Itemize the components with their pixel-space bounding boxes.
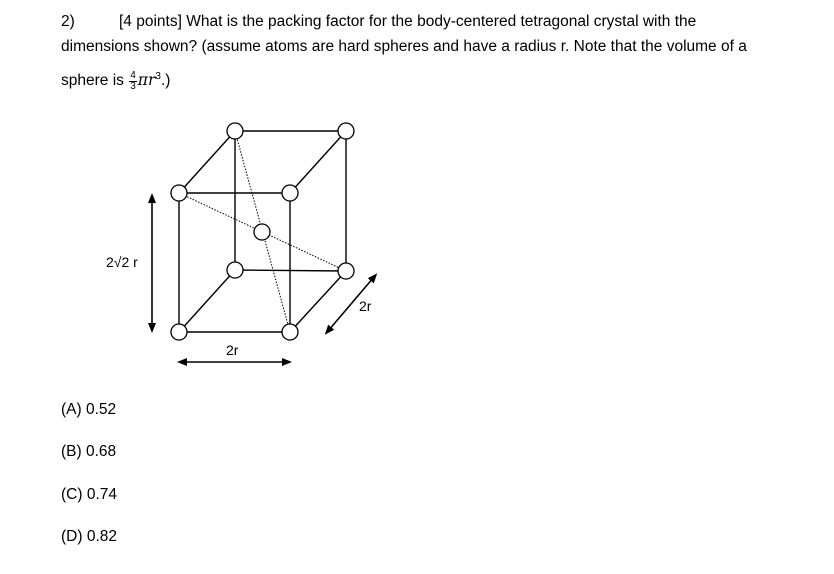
atom-back-top-right <box>338 123 354 139</box>
fraction-denominator: 3 <box>130 80 136 92</box>
atom-front-top-right <box>282 185 298 201</box>
atom-front-bottom-right <box>282 324 298 340</box>
question-number: 2) <box>61 13 75 30</box>
atom-back-top-left <box>227 123 243 139</box>
pi-r-symbol: πr <box>137 71 156 90</box>
height-label: 2√2 r <box>106 254 138 270</box>
choice-a: (A) 0.52 <box>61 401 117 418</box>
choice-b: (B) 0.68 <box>61 443 117 460</box>
choice-c: (C) 0.74 <box>61 486 117 503</box>
depth-label: 2r <box>359 298 372 314</box>
width-label: 2r <box>226 342 239 358</box>
edge-top-right <box>290 131 346 193</box>
sphere-is-text: sphere is <box>61 72 124 90</box>
edge-bottom-right <box>290 271 346 332</box>
fraction-numerator: 4 <box>130 69 136 81</box>
atom-front-top-left <box>171 185 187 201</box>
closing-text: .) <box>160 72 171 90</box>
atom-back-bottom-right <box>338 263 354 279</box>
atom-front-bottom-left <box>171 324 187 340</box>
atoms <box>171 123 354 340</box>
edge-bottom-left <box>179 270 235 332</box>
edge-top-left <box>179 131 235 193</box>
cube-exponent: 3 <box>155 71 161 82</box>
atom-back-bottom-left <box>227 262 243 278</box>
choice-d: (D) 0.82 <box>61 528 117 545</box>
atom-body-center <box>254 224 270 240</box>
question-text-1: [4 points] What is the packing factor for the body-centered tetragonal crystal with the <box>119 13 697 30</box>
question-line-2: dimensions shown? (assume atoms are hard spheres and have a radius r. Note that the volume of a <box>61 38 747 55</box>
